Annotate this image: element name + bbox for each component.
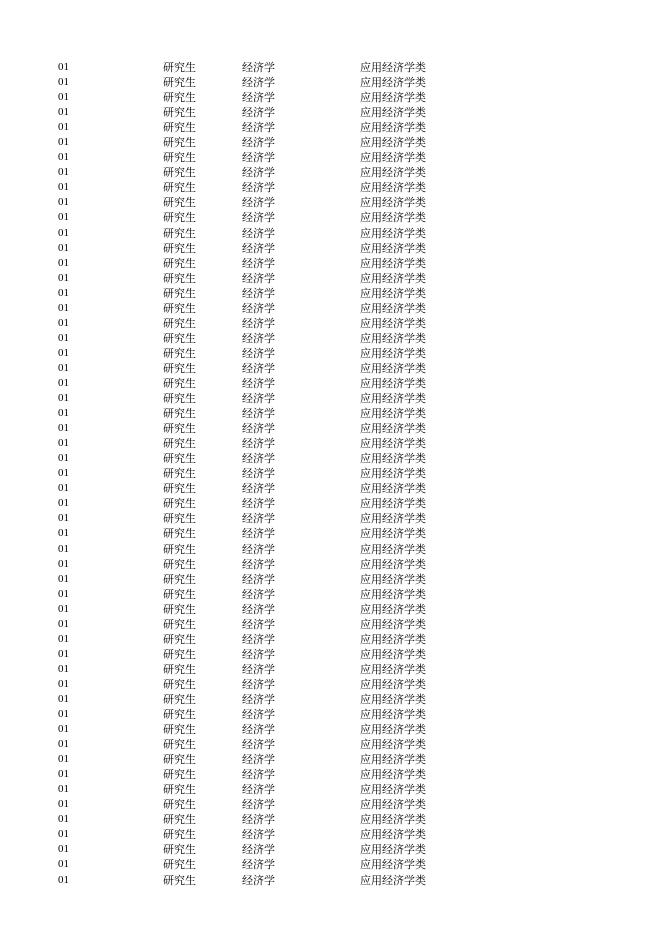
level-cell: 研究生 (163, 61, 196, 74)
code-cell: 01 (58, 557, 69, 570)
code-cell: 01 (58, 677, 69, 690)
level-cell: 研究生 (163, 181, 196, 195)
code-cell: 01 (58, 873, 69, 886)
field-cell: 经济学 (242, 632, 275, 646)
level-cell: 研究生 (163, 467, 196, 481)
category-cell: 应用经济学类 (360, 738, 426, 752)
code-cell: 01 (58, 768, 69, 781)
category-cell: 应用经济学类 (360, 677, 426, 691)
level-cell: 研究生 (163, 843, 196, 857)
code-cell: 01 (58, 271, 69, 284)
table-row (0, 271, 662, 286)
level-cell: 研究生 (163, 662, 196, 676)
level-cell: 研究生 (163, 783, 196, 797)
category-cell: 应用经济学类 (360, 121, 426, 135)
field-cell: 经济学 (242, 708, 275, 722)
level-cell: 研究生 (163, 437, 196, 451)
field-cell: 经济学 (242, 738, 275, 752)
table-row (0, 617, 662, 632)
table-row (0, 135, 662, 150)
table-row (0, 421, 662, 436)
category-cell: 应用经济学类 (360, 602, 426, 616)
field-cell: 经济学 (242, 437, 275, 451)
category-cell: 应用经济学类 (360, 497, 426, 511)
code-cell: 01 (58, 587, 69, 600)
category-cell: 应用经济学类 (360, 482, 426, 496)
field-cell: 经济学 (242, 753, 275, 767)
category-cell: 应用经济学类 (360, 346, 426, 360)
level-cell: 研究生 (163, 858, 196, 872)
field-cell: 经济学 (242, 452, 275, 466)
level-cell: 研究生 (163, 828, 196, 842)
category-cell: 应用经济学类 (360, 813, 426, 827)
level-cell: 研究生 (163, 632, 196, 646)
field-cell: 经济学 (242, 211, 275, 225)
table-row (0, 180, 662, 195)
category-cell: 应用经济学类 (360, 241, 426, 255)
level-cell: 研究生 (163, 151, 196, 165)
code-cell: 01 (58, 692, 69, 705)
table-row (0, 481, 662, 496)
table-row (0, 210, 662, 225)
field-cell: 经济学 (242, 407, 275, 421)
category-cell: 应用经济学类 (360, 723, 426, 737)
category-cell: 应用经济学类 (360, 632, 426, 646)
level-cell: 研究生 (163, 753, 196, 767)
category-cell: 应用经济学类 (360, 873, 426, 887)
table-row (0, 677, 662, 692)
table-row (0, 90, 662, 105)
category-cell: 应用经济学类 (360, 512, 426, 526)
category-cell: 应用经济学类 (360, 136, 426, 150)
table-row (0, 391, 662, 406)
code-cell: 01 (58, 392, 69, 405)
level-cell: 研究生 (163, 677, 196, 691)
table-row (0, 511, 662, 526)
table-row (0, 752, 662, 767)
level-cell: 研究生 (163, 407, 196, 421)
field-cell: 经济学 (242, 91, 275, 105)
field-cell: 经济学 (242, 482, 275, 496)
code-cell: 01 (58, 708, 69, 721)
level-cell: 研究生 (163, 602, 196, 616)
code-cell: 01 (58, 602, 69, 615)
code-cell: 01 (58, 331, 69, 344)
category-cell: 应用经济学类 (360, 467, 426, 481)
level-cell: 研究生 (163, 798, 196, 812)
code-cell: 01 (58, 361, 69, 374)
field-cell: 经济学 (242, 587, 275, 601)
field-cell: 经济学 (242, 241, 275, 255)
field-cell: 经济学 (242, 316, 275, 330)
field-cell: 经济学 (242, 181, 275, 195)
code-cell: 01 (58, 166, 69, 179)
category-cell: 应用经济学类 (360, 828, 426, 842)
field-cell: 经济学 (242, 783, 275, 797)
table-row (0, 662, 662, 677)
field-cell: 经济学 (242, 422, 275, 436)
field-cell: 经济学 (242, 572, 275, 586)
code-cell: 01 (58, 452, 69, 465)
table-row (0, 602, 662, 617)
table-row (0, 436, 662, 451)
level-cell: 研究生 (163, 301, 196, 315)
code-cell: 01 (58, 301, 69, 314)
code-cell: 01 (58, 76, 69, 89)
category-cell: 应用经济学类 (360, 572, 426, 586)
table-row (0, 842, 662, 857)
category-cell: 应用经济学类 (360, 151, 426, 165)
level-cell: 研究生 (163, 482, 196, 496)
field-cell: 经济学 (242, 692, 275, 706)
category-cell: 应用经济学类 (360, 271, 426, 285)
level-cell: 研究生 (163, 331, 196, 345)
table-row (0, 737, 662, 752)
field-cell: 经济学 (242, 542, 275, 556)
level-cell: 研究生 (163, 226, 196, 240)
category-cell: 应用经济学类 (360, 106, 426, 120)
field-cell: 经济学 (242, 106, 275, 120)
level-cell: 研究生 (163, 361, 196, 375)
table-row (0, 195, 662, 210)
category-cell: 应用经济学类 (360, 647, 426, 661)
table-row (0, 767, 662, 782)
level-cell: 研究生 (163, 376, 196, 390)
data-table (0, 60, 662, 888)
table-row (0, 857, 662, 872)
category-cell: 应用经济学类 (360, 437, 426, 451)
level-cell: 研究生 (163, 557, 196, 571)
category-cell: 应用经济学类 (360, 316, 426, 330)
field-cell: 经济学 (242, 151, 275, 165)
table-row (0, 827, 662, 842)
code-cell: 01 (58, 617, 69, 630)
level-cell: 研究生 (163, 692, 196, 706)
level-cell: 研究生 (163, 286, 196, 300)
table-row (0, 542, 662, 557)
table-row (0, 165, 662, 180)
category-cell: 应用经济学类 (360, 708, 426, 722)
code-cell: 01 (58, 407, 69, 420)
category-cell: 应用经济学类 (360, 768, 426, 782)
level-cell: 研究生 (163, 346, 196, 360)
category-cell: 应用经济学类 (360, 76, 426, 90)
code-cell: 01 (58, 723, 69, 736)
code-cell: 01 (58, 482, 69, 495)
level-cell: 研究生 (163, 121, 196, 135)
category-cell: 应用经济学类 (360, 798, 426, 812)
level-cell: 研究生 (163, 873, 196, 887)
code-cell: 01 (58, 91, 69, 104)
table-row (0, 150, 662, 165)
category-cell: 应用经济学类 (360, 542, 426, 556)
code-cell: 01 (58, 121, 69, 134)
level-cell: 研究生 (163, 527, 196, 541)
code-cell: 01 (58, 828, 69, 841)
code-cell: 01 (58, 527, 69, 540)
field-cell: 经济学 (242, 121, 275, 135)
category-cell: 应用经济学类 (360, 331, 426, 345)
category-cell: 应用经济学类 (360, 557, 426, 571)
table-row (0, 60, 662, 75)
field-cell: 经济学 (242, 376, 275, 390)
level-cell: 研究生 (163, 106, 196, 120)
table-row (0, 451, 662, 466)
table-row (0, 466, 662, 481)
level-cell: 研究生 (163, 256, 196, 270)
category-cell: 应用经济学类 (360, 783, 426, 797)
level-cell: 研究生 (163, 166, 196, 180)
table-row (0, 75, 662, 90)
code-cell: 01 (58, 196, 69, 209)
level-cell: 研究生 (163, 136, 196, 150)
field-cell: 经济学 (242, 617, 275, 631)
code-cell: 01 (58, 662, 69, 675)
level-cell: 研究生 (163, 392, 196, 406)
level-cell: 研究生 (163, 452, 196, 466)
field-cell: 经济学 (242, 843, 275, 857)
code-cell: 01 (58, 286, 69, 299)
code-cell: 01 (58, 753, 69, 766)
level-cell: 研究生 (163, 572, 196, 586)
field-cell: 经济学 (242, 512, 275, 526)
table-row (0, 587, 662, 602)
code-cell: 01 (58, 572, 69, 585)
level-cell: 研究生 (163, 813, 196, 827)
category-cell: 应用经济学类 (360, 166, 426, 180)
table-row (0, 316, 662, 331)
level-cell: 研究生 (163, 738, 196, 752)
level-cell: 研究生 (163, 647, 196, 661)
category-cell: 应用经济学类 (360, 91, 426, 105)
category-cell: 应用经济学类 (360, 226, 426, 240)
code-cell: 01 (58, 106, 69, 119)
table-row (0, 782, 662, 797)
category-cell: 应用经济学类 (360, 617, 426, 631)
table-row (0, 286, 662, 301)
code-cell: 01 (58, 61, 69, 73)
table-row (0, 226, 662, 241)
code-cell: 01 (58, 181, 69, 194)
code-cell: 01 (58, 241, 69, 254)
category-cell: 应用经济学类 (360, 662, 426, 676)
table-row (0, 526, 662, 541)
code-cell: 01 (58, 843, 69, 856)
level-cell: 研究生 (163, 91, 196, 105)
field-cell: 经济学 (242, 527, 275, 541)
table-row (0, 572, 662, 587)
field-cell: 经济学 (242, 346, 275, 360)
table-row (0, 361, 662, 376)
code-cell: 01 (58, 632, 69, 645)
field-cell: 经济学 (242, 61, 275, 74)
table-row (0, 120, 662, 135)
code-cell: 01 (58, 151, 69, 164)
field-cell: 经济学 (242, 166, 275, 180)
field-cell: 经济学 (242, 271, 275, 285)
code-cell: 01 (58, 226, 69, 239)
code-cell: 01 (58, 316, 69, 329)
field-cell: 经济学 (242, 798, 275, 812)
field-cell: 经济学 (242, 361, 275, 375)
category-cell: 应用经济学类 (360, 211, 426, 225)
level-cell: 研究生 (163, 617, 196, 631)
code-cell: 01 (58, 422, 69, 435)
level-cell: 研究生 (163, 497, 196, 511)
field-cell: 经济学 (242, 226, 275, 240)
field-cell: 经济学 (242, 557, 275, 571)
table-row (0, 812, 662, 827)
level-cell: 研究生 (163, 723, 196, 737)
category-cell: 应用经济学类 (360, 286, 426, 300)
code-cell: 01 (58, 211, 69, 224)
code-cell: 01 (58, 783, 69, 796)
code-cell: 01 (58, 136, 69, 149)
table-row (0, 376, 662, 391)
level-cell: 研究生 (163, 708, 196, 722)
category-cell: 应用经济学类 (360, 858, 426, 872)
field-cell: 经济学 (242, 196, 275, 210)
category-cell: 应用经济学类 (360, 843, 426, 857)
table-row (0, 632, 662, 647)
code-cell: 01 (58, 376, 69, 389)
code-cell: 01 (58, 437, 69, 450)
field-cell: 经济学 (242, 602, 275, 616)
code-cell: 01 (58, 647, 69, 660)
field-cell: 经济学 (242, 286, 275, 300)
table-row (0, 873, 662, 888)
field-cell: 经济学 (242, 136, 275, 150)
category-cell: 应用经济学类 (360, 692, 426, 706)
category-cell: 应用经济学类 (360, 452, 426, 466)
field-cell: 经济学 (242, 828, 275, 842)
table-row (0, 241, 662, 256)
field-cell: 经济学 (242, 467, 275, 481)
field-cell: 经济学 (242, 677, 275, 691)
category-cell: 应用经济学类 (360, 376, 426, 390)
field-cell: 经济学 (242, 768, 275, 782)
code-cell: 01 (58, 467, 69, 480)
code-cell: 01 (58, 497, 69, 510)
category-cell: 应用经济学类 (360, 753, 426, 767)
level-cell: 研究生 (163, 271, 196, 285)
category-cell: 应用经济学类 (360, 361, 426, 375)
category-cell: 应用经济学类 (360, 196, 426, 210)
table-row (0, 557, 662, 572)
table-row (0, 105, 662, 120)
table-row (0, 647, 662, 662)
table-row (0, 301, 662, 316)
level-cell: 研究生 (163, 76, 196, 90)
table-row (0, 406, 662, 421)
code-cell: 01 (58, 346, 69, 359)
field-cell: 经济学 (242, 76, 275, 90)
table-row (0, 346, 662, 361)
table-row (0, 256, 662, 271)
level-cell: 研究生 (163, 542, 196, 556)
code-cell: 01 (58, 813, 69, 826)
field-cell: 经济学 (242, 662, 275, 676)
table-row (0, 692, 662, 707)
category-cell: 应用经济学类 (360, 181, 426, 195)
field-cell: 经济学 (242, 647, 275, 661)
level-cell: 研究生 (163, 316, 196, 330)
field-cell: 经济学 (242, 331, 275, 345)
level-cell: 研究生 (163, 211, 196, 225)
code-cell: 01 (58, 798, 69, 811)
level-cell: 研究生 (163, 422, 196, 436)
field-cell: 经济学 (242, 723, 275, 737)
code-cell: 01 (58, 858, 69, 871)
table-row (0, 496, 662, 511)
code-cell: 01 (58, 738, 69, 751)
code-cell: 01 (58, 542, 69, 555)
field-cell: 经济学 (242, 301, 275, 315)
code-cell: 01 (58, 256, 69, 269)
category-cell: 应用经济学类 (360, 407, 426, 421)
field-cell: 经济学 (242, 497, 275, 511)
field-cell: 经济学 (242, 873, 275, 887)
level-cell: 研究生 (163, 241, 196, 255)
table-row (0, 331, 662, 346)
table-row (0, 797, 662, 812)
category-cell: 应用经济学类 (360, 392, 426, 406)
field-cell: 经济学 (242, 813, 275, 827)
category-cell: 应用经济学类 (360, 422, 426, 436)
code-cell: 01 (58, 512, 69, 525)
category-cell: 应用经济学类 (360, 61, 426, 74)
level-cell: 研究生 (163, 512, 196, 526)
level-cell: 研究生 (163, 587, 196, 601)
table-row (0, 722, 662, 737)
table-row (0, 707, 662, 722)
category-cell: 应用经济学类 (360, 256, 426, 270)
level-cell: 研究生 (163, 196, 196, 210)
category-cell: 应用经济学类 (360, 587, 426, 601)
category-cell: 应用经济学类 (360, 527, 426, 541)
field-cell: 经济学 (242, 256, 275, 270)
field-cell: 经济学 (242, 858, 275, 872)
category-cell: 应用经济学类 (360, 301, 426, 315)
level-cell: 研究生 (163, 768, 196, 782)
field-cell: 经济学 (242, 392, 275, 406)
